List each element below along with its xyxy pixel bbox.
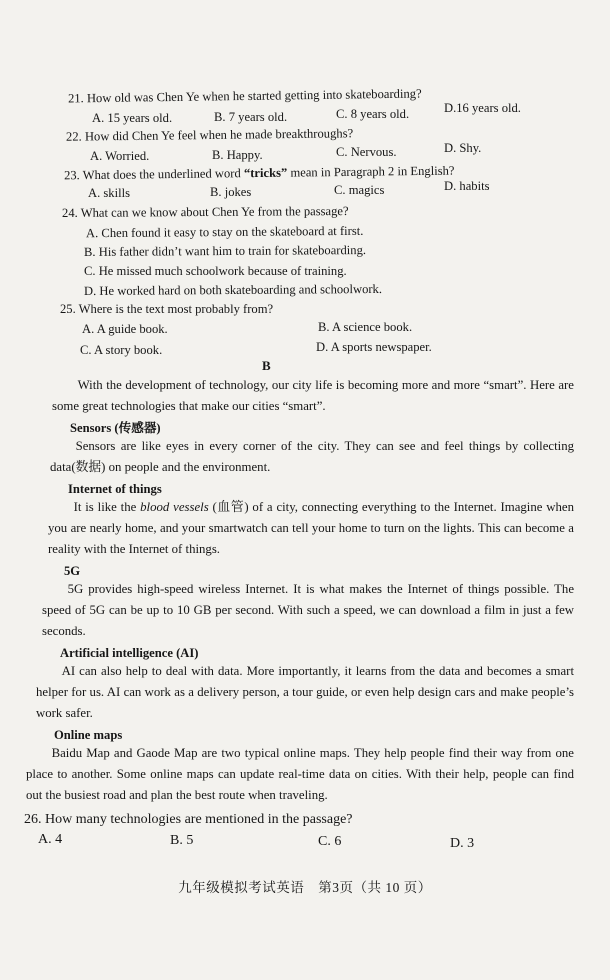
- question-22-option-a: A. Worried.: [90, 149, 150, 163]
- question-23-stem: 23. What does the underlined word “tricks” mean in Paragraph 2 in English?: [63, 163, 455, 183]
- intro-paragraph: With the development of technology, our city life is becoming more and more “smart”. Here are some great technologies that make our cities “smart”.: [52, 378, 574, 414]
- ai-paragraph: AI can also help to deal with data. More importantly, it learns from the data and becomes a smart helper for us. AI can work as a delivery person, a tour guide, or even help design cars and make people’s work safer.: [36, 664, 574, 721]
- question-24-option-b: B. His father didn’t want him to train for skateboarding.: [83, 243, 367, 259]
- question-26-stem: 26. How many technologies are mentioned in the passage?: [24, 812, 353, 827]
- sensors-paragraph: Sensors are like eyes in every corner of the city. They can see and feel things by collecting data(数据) on people and the environment.: [50, 439, 574, 475]
- question-21-option-c: C. 8 years old.: [336, 107, 410, 121]
- question-26-option-c: C. 6: [318, 834, 342, 849]
- question-21-option-a: A. 15 years old.: [92, 111, 173, 125]
- page-footer: 九年级模拟考试英语 第3页（共 10 页）: [178, 880, 432, 895]
- question-26-option-b: B. 5: [170, 833, 194, 848]
- question-22-stem: 22. How did Chen Ye feel when he made breakthroughs?: [65, 126, 354, 144]
- question-25-option-c: C. A story book.: [80, 343, 163, 357]
- question-25-stem: 25. Where is the text most probably from?: [60, 302, 274, 316]
- heading-ai: Artificial intelligence (AI): [60, 646, 199, 660]
- 5g-paragraph: 5G provides high-speed wireless Internet. It is what makes the Internet of things possible. The speed of 5G can be up to 10 GB per second. With such a speed, we can download a film in just a few seconds.: [42, 582, 574, 639]
- online-maps-paragraph: Baidu Map and Gaode Map are two typical online maps. They help people find their way from one place to another. Some online maps can update real-time data on cities. With their help, people can find out the busiest road and plan the best route when traveling.: [26, 746, 574, 803]
- question-24-option-c: C. He missed much schoolwork because of training.: [84, 264, 347, 278]
- section-letter: B: [262, 358, 271, 373]
- question-23-option-d: D. habits: [444, 179, 490, 193]
- question-26-option-d: D. 3: [450, 836, 475, 851]
- question-23-option-b: B. jokes: [210, 185, 252, 199]
- question-25-option-b: B. A science book.: [318, 320, 413, 334]
- question-26-option-a: A. 4: [38, 832, 63, 847]
- question-23-option-c: C. magics: [334, 183, 385, 197]
- heading-internet-of-things: Internet of things: [68, 482, 162, 496]
- question-21-option-d: D.16 years old.: [444, 101, 521, 115]
- question-21-option-b: B. 7 years old.: [214, 110, 288, 124]
- heading-sensors: Sensors (传感器): [70, 421, 161, 435]
- question-22-option-d: D. Shy.: [444, 141, 482, 155]
- question-25-option-d: D. A sports newspaper.: [316, 340, 432, 354]
- iot-paragraph: It is like the blood vessels (血管) of a city, connecting everything to the Internet. Imagine when you are nearly home, and your smartwatch can tell your home to turn on the lights. This can become a reality with the Internet of things.: [48, 500, 574, 557]
- question-23-option-a: A. skills: [88, 186, 130, 200]
- question-24-stem: 24. What can we know about Chen Ye from the passage?: [61, 203, 349, 221]
- question-24-option-d: D. He worked hard on both skateboarding and schoolwork.: [83, 281, 383, 299]
- question-25-option-a: A. A guide book.: [82, 322, 168, 336]
- question-24-option-a: A. Chen found it easy to stay on the skateboard at first.: [85, 223, 364, 241]
- question-22-option-c: C. Nervous.: [336, 145, 397, 159]
- question-22-option-b: B. Happy.: [212, 148, 263, 162]
- question-21-stem: 21. How old was Chen Ye when he started getting into skateboarding?: [67, 86, 422, 106]
- heading-online-maps: Online maps: [54, 728, 123, 742]
- heading-5g: 5G: [64, 564, 81, 578]
